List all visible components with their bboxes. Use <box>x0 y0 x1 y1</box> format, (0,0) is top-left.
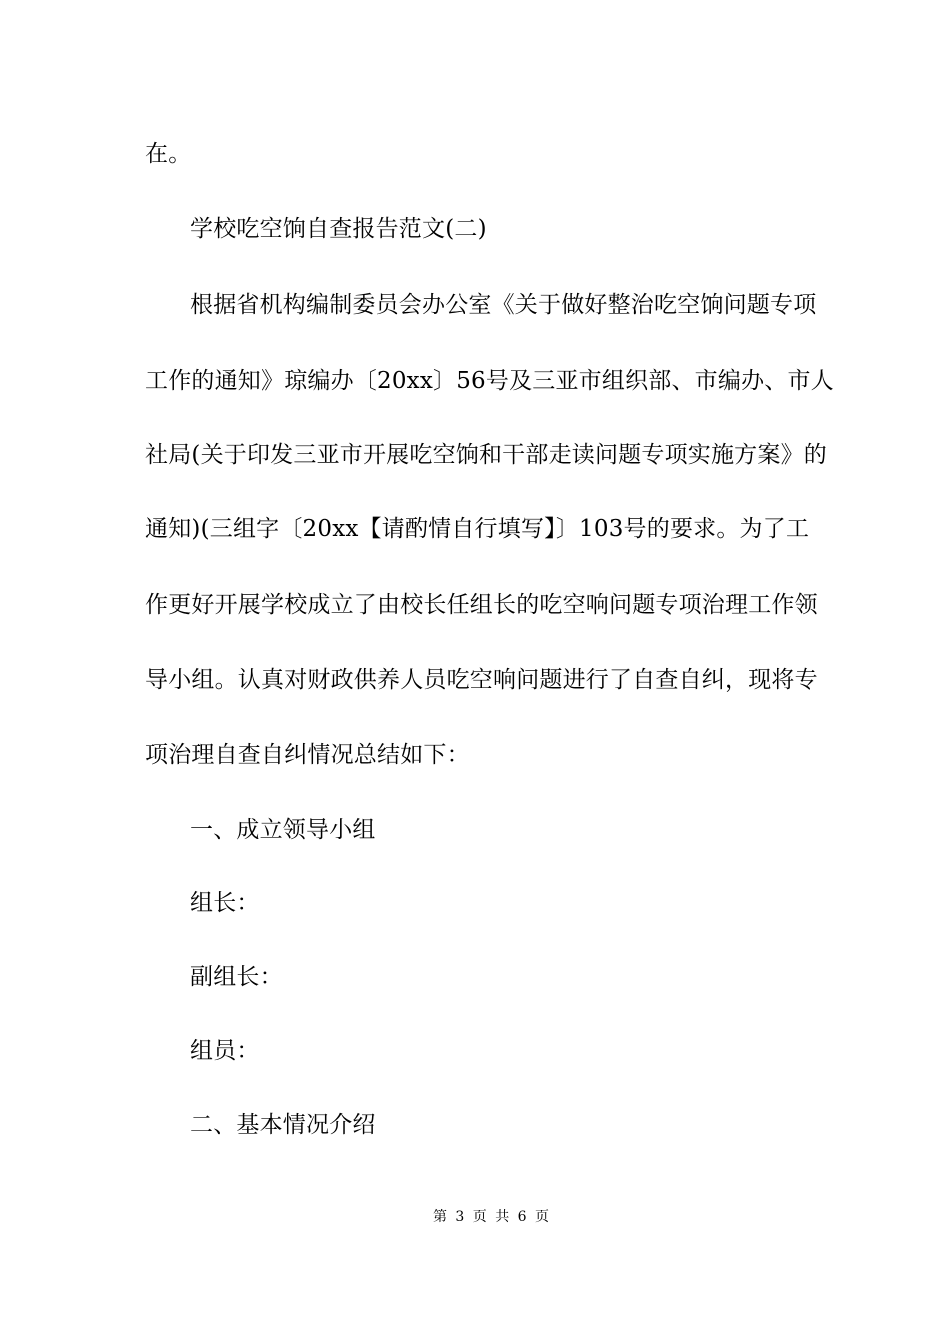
paragraph-line: 通知)(三组字〔20xx【请酌情自行填写】〕103号的要求。为了工 <box>145 516 810 542</box>
page-number-footer: 第 3 页 共 6 页 <box>432 1209 550 1225</box>
section-title: 学校吃空饷自查报告范文(二) <box>190 216 487 242</box>
paragraph-line: 工作的通知》琼编办〔20xx〕56号及三亚市组织部、市编办、市人 <box>145 368 834 394</box>
paragraph-line: 社局(关于印发三亚市开展吃空饷和干部走读问题专项实施方案》的 <box>145 442 827 468</box>
paragraph-line: 导小组。认真对财政供养人员吃空响问题进行了自查自纠，现将专 <box>145 667 818 693</box>
text-line: 组员： <box>190 1038 260 1064</box>
text-line: 组长： <box>190 890 260 916</box>
paragraph-line: 作更好开展学校成立了由校长任组长的吃空响问题专项治理工作领 <box>145 592 818 618</box>
paragraph-line: 根据省机构编制委员会办公室《关于做好整治吃空饷问题专项 <box>190 292 817 318</box>
section-heading: 二、基本情况介绍 <box>190 1112 376 1138</box>
text-line: 在。 <box>145 141 192 167</box>
section-heading: 一、成立领导小组 <box>190 817 376 843</box>
text-line: 副组长： <box>190 964 283 990</box>
paragraph-line: 项治理自查自纠情况总结如下： <box>145 742 470 768</box>
